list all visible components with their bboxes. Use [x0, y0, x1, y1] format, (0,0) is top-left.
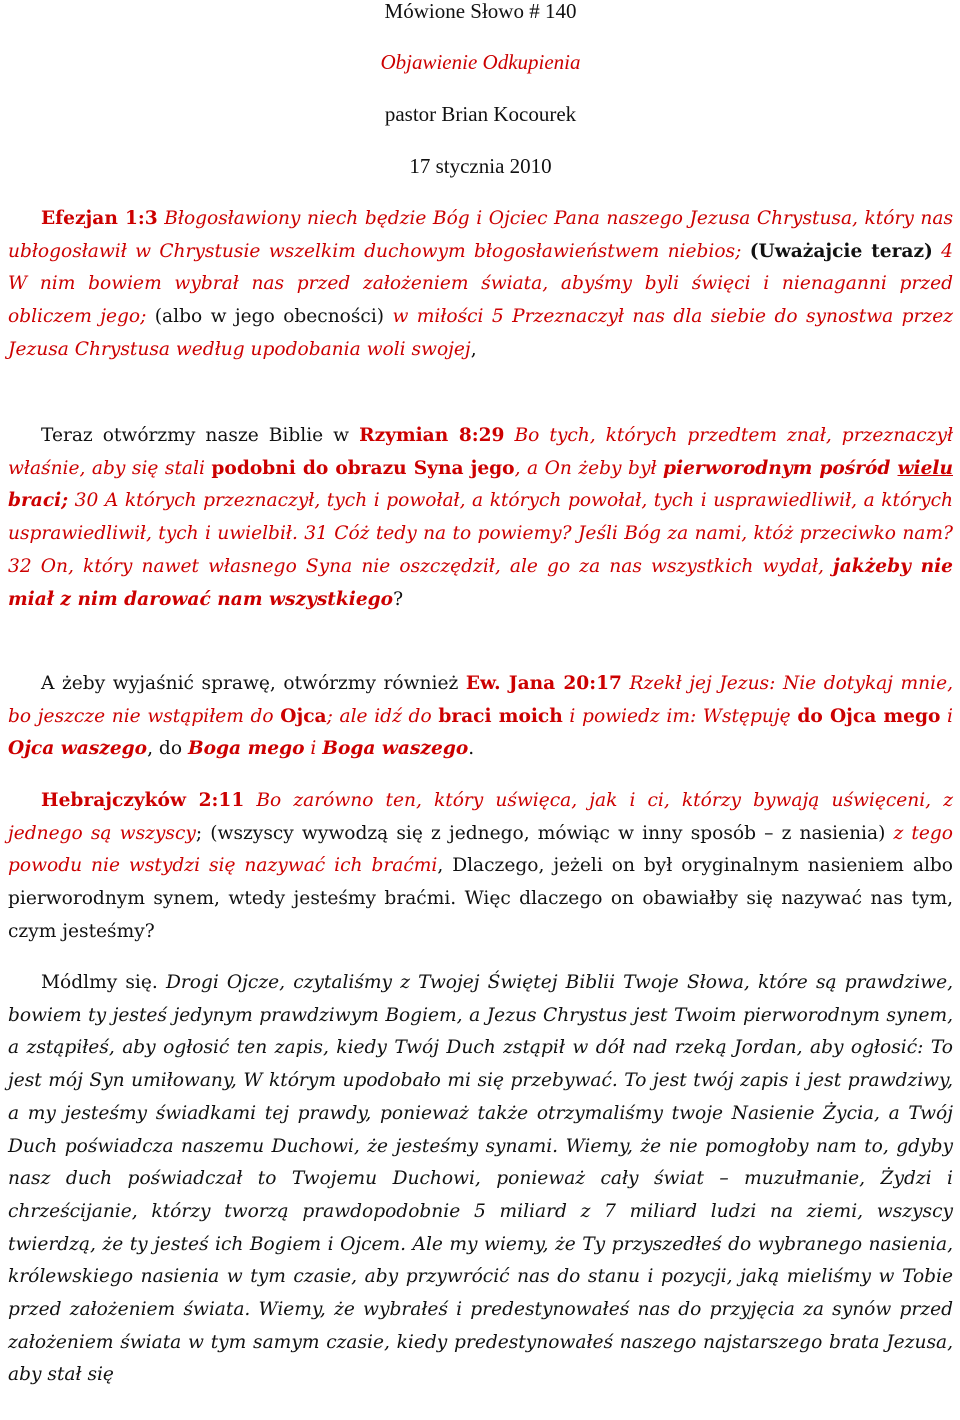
scripture-reference: Ew. Jana 20:17	[465, 673, 622, 694]
document-author: pastor Brian Kocourek	[384, 102, 577, 126]
paragraph-prayer: Módlmy się. Drogi Ojcze, czytaliśmy z Twojej Świętej Biblii Twoje Słowa, które są prawdziwe, bowiem ty jesteś jedynym prawdziwym Bogiem, a Jezus Chrystus jest Twoim pierworodnym synem, a zstąpiłeś, aby ogłosić ten zapis, kiedy Twój Duch zstąpił w dół nad rzeką Jordan, aby ogłosić: To jest mój Syn umiłowany, W którym upodobało mi się przebywać. To jest twój zapis i jest prawdziwy, a my jesteśmy świadkami tej prawdy, ponieważ także otrzymaliśmy twoje Nasienie Życia, a Twój Duch poświadcza naszemu Duchowi, że jesteśmy synami. Wiemy, że nie pomogłoby nam to, gdyby nasz duch poświadczał to Twojemu Duchowi, ponieważ cały świat – muzułmanie, Żydzi i chrześcijanie, którzy tworzą prawdopodobnie 5 miliard z 7 miliard ludzi na ziemi, wszyscy twierdzą, że ty jesteś ich Bogiem i Ojcem. Ale my wiemy, że Ty przyszedłeś do wybranego nasienia, królewskiego nasienia w tym czasie, aby przywrócić nas do stanu i pozycji, jaką mieliśmy w Tobie przed założeniem świata. Wiemy, że wybrałeś i predestynowałeś nas do przyjęcia za synów przed założeniem świata w tym samym czasie, kiedy predestynowałeś naszego najstarszego brata Jezusa, aby stał się	[8, 972, 953, 1386]
document-date: 17 stycznia 2010	[409, 154, 552, 178]
paragraph-john: A żeby wyjaśnić sprawę, otwórzmy również Ew. Jana 20:17 Rzekł jej Jezus: Nie dotykaj mnie, bo jeszcze nie wstąpiłem do Ojca; ale idź do braci moich i powiedz im: Wstępuję do Ojca mego i Ojca waszego, do Boga mego i Boga waszego.	[8, 673, 954, 760]
scripture-reference: Efezjan 1:3	[41, 208, 158, 229]
document-subtitle: Objawienie Odkupienia	[380, 50, 581, 74]
paragraph-romans: Teraz otwórzmy nasze Biblie w Rzymian 8:29 Bo tych, których przedtem znał, przeznaczył właśnie, aby się stali podobni do obrazu Syna jego, a On żeby był pierworodnym pośród wielu braci; 30 A których przeznaczył, tych i powołał, a których powołał, tych i usprawiedliwił, a których usprawiedliwił, tych i uwielbił. 31 Cóż tedy na to powiemy? Jeśli Bóg za nami, któż przeciwko nam? 32 On, który nawet własnego Syna nie oszczędził, ale go za nas wszystkich wydał, jakżeby nie miał z nim darować nam wszystkiego?	[8, 425, 953, 610]
paragraph-hebrews: Hebrajczyków 2:11 Bo zarówno ten, który uświęca, jak i ci, którzy bywają uświęceni, z jednego są wszyscy; (wszyscy wywodzą się z jednego, mówiąc w inny sposób – z nasienia) z tego powodu nie wstydzi się nazywać ich braćmi, Dlaczego, jeżeli on był oryginalnym nasieniem albo pierworodnym synem, wtedy jesteśmy braćmi. Więc dlaczego on obawiałby się nazywać nas tym, czym jesteśmy?	[8, 790, 953, 942]
paragraph-ephesians: Efezjan 1:3 Błogosławiony niech będzie Bóg i Ojciec Pana naszego Jezusa Chrystusa, który nas ubłogosławił w Chrystusie wszelkim duchowym błogosławieństwem niebios; (Uważajcie teraz) 4 W nim bowiem wybrał nas przed założeniem świata, abyśmy byli święci i nienaganni przed obliczem jego; (albo w jego obecności) w miłości 5 Przeznaczył nas dla siebie do synostwa przez Jezusa Chrystusa według upodobania woli swojej,	[8, 208, 953, 360]
scripture-reference: Rzymian 8:29	[359, 425, 505, 446]
document-title: Mówione Słowo # 140	[384, 0, 577, 23]
scripture-reference: Hebrajczyków 2:11	[41, 790, 245, 811]
